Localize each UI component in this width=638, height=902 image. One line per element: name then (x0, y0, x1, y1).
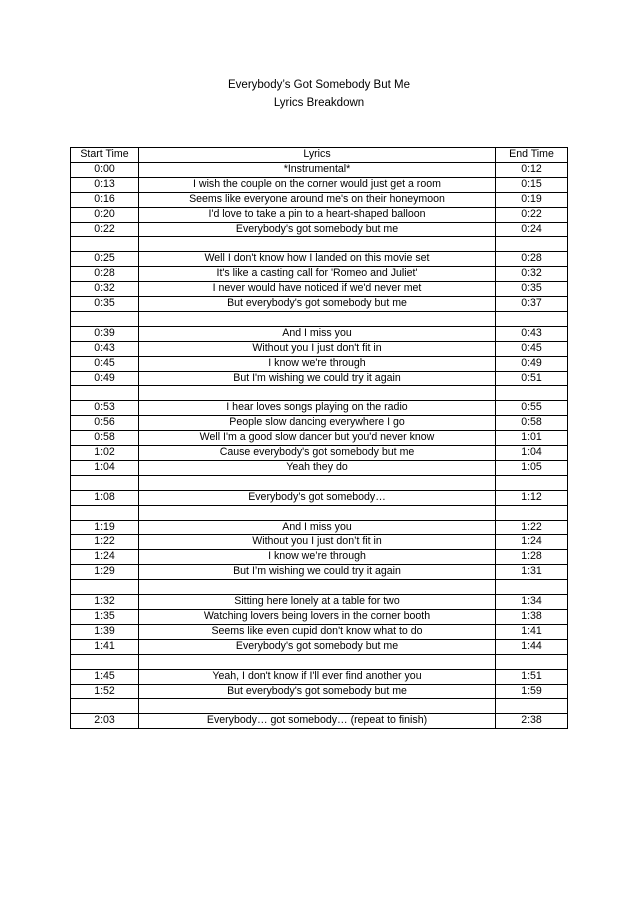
cell-end-time: 0:43 (496, 326, 568, 341)
cell-lyric: Yeah they do (139, 460, 496, 475)
cell-start-time: 0:39 (71, 326, 139, 341)
cell-end-time: 1:28 (496, 550, 568, 565)
cell-end-time: 1:05 (496, 460, 568, 475)
cell-lyric: Well I don't know how I landed on this movie set (139, 252, 496, 267)
cell-lyric: And I miss you (139, 326, 496, 341)
cell-end-time (496, 580, 568, 595)
cell-end-time: 0:24 (496, 222, 568, 237)
cell-end-time: 1:22 (496, 520, 568, 535)
cell-start-time: 1:41 (71, 639, 139, 654)
cell-start-time (71, 699, 139, 714)
cell-lyric (139, 475, 496, 490)
table-row (71, 535, 568, 550)
table-row (71, 460, 568, 475)
cell-end-time: 0:45 (496, 341, 568, 356)
table-row (71, 446, 568, 461)
cell-end-time (496, 505, 568, 520)
cell-start-time (71, 311, 139, 326)
cell-start-time: 1:29 (71, 565, 139, 580)
cell-start-time: 1:35 (71, 610, 139, 625)
cell-start-time: 0:25 (71, 252, 139, 267)
cell-lyric: Without you I just don't fit in (139, 341, 496, 356)
table-row (71, 669, 568, 684)
cell-end-time: 0:32 (496, 267, 568, 282)
cell-lyric (139, 580, 496, 595)
cell-end-time: 2:38 (496, 714, 568, 729)
cell-start-time: 0:53 (71, 401, 139, 416)
table-row (71, 282, 568, 297)
cell-end-time: 0:22 (496, 207, 568, 222)
cell-lyric: I hear loves songs playing on the radio (139, 401, 496, 416)
cell-end-time: 0:51 (496, 371, 568, 386)
table-row (71, 207, 568, 222)
table-row (71, 326, 568, 341)
cell-start-time: 0:20 (71, 207, 139, 222)
cell-start-time: 0:43 (71, 341, 139, 356)
table-row (71, 654, 568, 669)
cell-lyric: Well I'm a good slow dancer but you'd never know (139, 431, 496, 446)
table-row (71, 520, 568, 535)
cell-end-time: 1:01 (496, 431, 568, 446)
cell-lyric: *Instrumental* (139, 162, 496, 177)
cell-start-time: 1:19 (71, 520, 139, 535)
cell-lyric: Sitting here lonely at a table for two (139, 595, 496, 610)
cell-start-time: 1:24 (71, 550, 139, 565)
cell-start-time: 0:58 (71, 431, 139, 446)
cell-lyric: Without you I just don’t fit in (139, 535, 496, 550)
cell-end-time: 1:31 (496, 565, 568, 580)
table-row (71, 356, 568, 371)
cell-start-time: 1:39 (71, 624, 139, 639)
cell-lyric: Yeah, I don't know if I'll ever find another you (139, 669, 496, 684)
cell-end-time: 0:12 (496, 162, 568, 177)
table-row (71, 162, 568, 177)
table-row (71, 386, 568, 401)
cell-end-time (496, 386, 568, 401)
header-end-time: End Time (496, 148, 568, 163)
lyrics-table (70, 147, 568, 729)
cell-lyric (139, 386, 496, 401)
cell-start-time: 0:35 (71, 297, 139, 312)
table-row (71, 297, 568, 312)
document-title: Everybody’s Got Somebody But Me (228, 79, 410, 91)
cell-end-time: 0:55 (496, 401, 568, 416)
cell-start-time: 1:52 (71, 684, 139, 699)
table-row (71, 252, 568, 267)
table-row (71, 610, 568, 625)
cell-start-time (71, 505, 139, 520)
cell-end-time (496, 699, 568, 714)
cell-start-time: 0:56 (71, 416, 139, 431)
cell-start-time: 0:49 (71, 371, 139, 386)
cell-start-time: 1:08 (71, 490, 139, 505)
table-row (71, 475, 568, 490)
lyrics-table-body (71, 148, 568, 729)
cell-lyric: Seems like everyone around me's on their honeymoon (139, 192, 496, 207)
cell-start-time: 0:16 (71, 192, 139, 207)
header-start-time: Start Time (71, 148, 139, 163)
cell-end-time: 0:15 (496, 177, 568, 192)
cell-lyric: Everybody… got somebody… (repeat to finish) (139, 714, 496, 729)
table-row (71, 699, 568, 714)
cell-end-time: 0:58 (496, 416, 568, 431)
cell-lyric (139, 311, 496, 326)
table-row (71, 580, 568, 595)
cell-lyric: I know we're through (139, 356, 496, 371)
cell-lyric (139, 237, 496, 252)
document-subtitle: Lyrics Breakdown (273, 97, 365, 109)
cell-lyric: Seems like even cupid don't know what to do (139, 624, 496, 639)
cell-start-time: 0:28 (71, 267, 139, 282)
table-row (71, 237, 568, 252)
cell-lyric: It's like a casting call for 'Romeo and Juliet' (139, 267, 496, 282)
cell-start-time: 0:22 (71, 222, 139, 237)
cell-start-time (71, 237, 139, 252)
cell-lyric: Everybody's got somebody but me (139, 639, 496, 654)
cell-start-time (71, 475, 139, 490)
cell-end-time (496, 654, 568, 669)
cell-end-time: 1:41 (496, 624, 568, 639)
header-lyrics: Lyrics (139, 148, 496, 163)
cell-lyric: I know we’re through (139, 550, 496, 565)
cell-lyric: But I’m wishing we could try it again (139, 565, 496, 580)
cell-end-time: 1:04 (496, 446, 568, 461)
cell-lyric (139, 505, 496, 520)
cell-start-time: 1:04 (71, 460, 139, 475)
cell-end-time: 1:44 (496, 639, 568, 654)
cell-end-time: 0:28 (496, 252, 568, 267)
cell-end-time: 1:51 (496, 669, 568, 684)
table-row (71, 490, 568, 505)
table-row (71, 714, 568, 729)
table-row (71, 177, 568, 192)
cell-start-time: 0:00 (71, 162, 139, 177)
table-row (71, 595, 568, 610)
cell-start-time: 1:45 (71, 669, 139, 684)
cell-end-time: 1:59 (496, 684, 568, 699)
cell-lyric: Everybody's got somebody but me (139, 222, 496, 237)
cell-lyric: I'd love to take a pin to a heart-shaped balloon (139, 207, 496, 222)
cell-end-time: 0:49 (496, 356, 568, 371)
cell-start-time: 1:02 (71, 446, 139, 461)
table-row (71, 192, 568, 207)
table-row (71, 624, 568, 639)
table-row (71, 222, 568, 237)
cell-lyric: But I'm wishing we could try it again (139, 371, 496, 386)
table-row (71, 639, 568, 654)
cell-end-time: 0:19 (496, 192, 568, 207)
cell-lyric: And I miss you (139, 520, 496, 535)
cell-start-time: 0:45 (71, 356, 139, 371)
cell-end-time (496, 237, 568, 252)
cell-end-time: 1:34 (496, 595, 568, 610)
cell-lyric: Cause everybody's got somebody but me (139, 446, 496, 461)
cell-lyric: People slow dancing everywhere I go (139, 416, 496, 431)
cell-start-time (71, 580, 139, 595)
table-row (71, 401, 568, 416)
table-header-row (71, 148, 568, 163)
cell-start-time (71, 386, 139, 401)
cell-lyric (139, 699, 496, 714)
cell-end-time (496, 475, 568, 490)
cell-start-time: 1:22 (71, 535, 139, 550)
cell-lyric: But everybody's got somebody but me (139, 684, 496, 699)
cell-lyric: But everybody's got somebody but me (139, 297, 496, 312)
table-row (71, 431, 568, 446)
cell-lyric: Everybody’s got somebody… (139, 490, 496, 505)
document-header (0, 76, 638, 112)
cell-lyric (139, 654, 496, 669)
cell-end-time (496, 311, 568, 326)
table-row (71, 416, 568, 431)
table-row (71, 267, 568, 282)
cell-lyric: I wish the couple on the corner would just get a room (139, 177, 496, 192)
cell-end-time: 1:24 (496, 535, 568, 550)
cell-start-time: 0:13 (71, 177, 139, 192)
table-row (71, 550, 568, 565)
cell-start-time (71, 654, 139, 669)
table-row (71, 311, 568, 326)
cell-lyric: Watching lovers being lovers in the corner booth (139, 610, 496, 625)
table-row (71, 371, 568, 386)
cell-lyric: I never would have noticed if we'd never met (139, 282, 496, 297)
table-row (71, 684, 568, 699)
cell-start-time: 0:32 (71, 282, 139, 297)
table-row (71, 341, 568, 356)
table-row (71, 505, 568, 520)
cell-end-time: 0:37 (496, 297, 568, 312)
cell-start-time: 1:32 (71, 595, 139, 610)
cell-end-time: 0:35 (496, 282, 568, 297)
cell-end-time: 1:38 (496, 610, 568, 625)
table-row (71, 565, 568, 580)
cell-end-time: 1:12 (496, 490, 568, 505)
cell-start-time: 2:03 (71, 714, 139, 729)
